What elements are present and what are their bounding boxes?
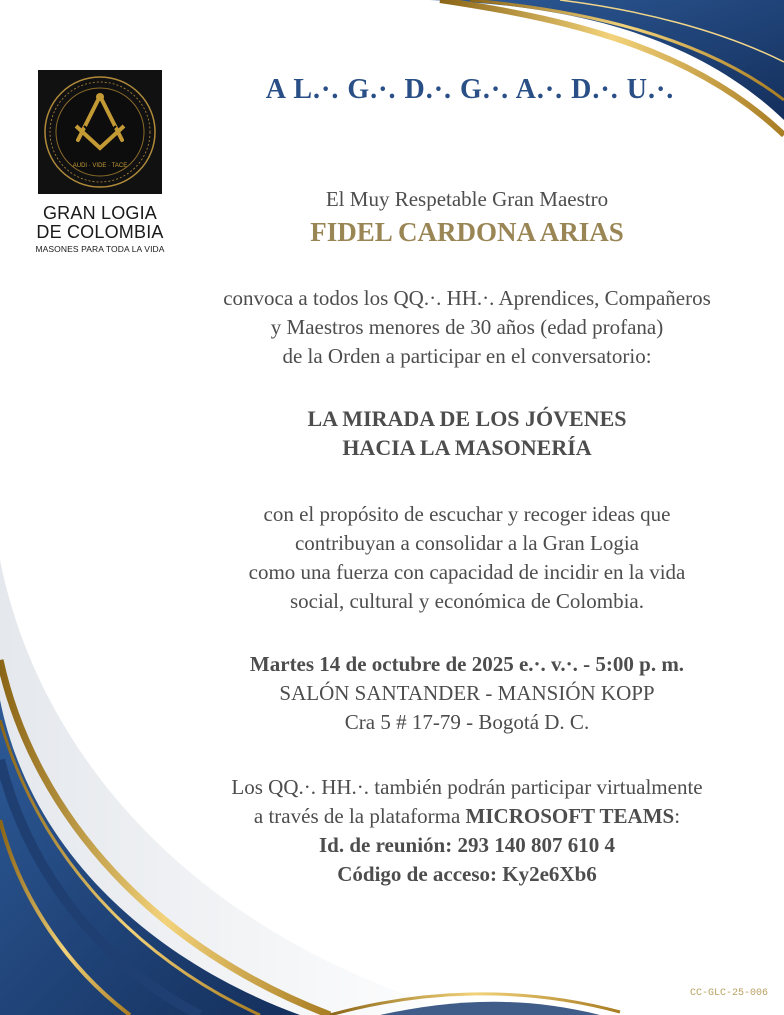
org-name-line2: DE COLOMBIA	[36, 222, 164, 242]
purpose-line: contribuyan a consolidar a la Gran Logia	[294, 531, 640, 555]
purpose-line: social, cultural y económica de Colombia.	[290, 589, 644, 613]
org-tagline: MASONES PARA TODA LA VIDA	[35, 244, 165, 254]
purpose-line: con el propósito de escuchar y recoger ideas que	[263, 502, 671, 526]
platform-name: MICROSOFT TEAMS	[465, 804, 675, 828]
topic-line: LA MIRADA DE LOS JÓVENES	[307, 406, 627, 431]
grand-master-title: El Muy Respetable Gran Maestro	[325, 187, 609, 211]
convocation-text	[140, 284, 784, 371]
access-code: Código de acceso: Ky2e6Xb6	[337, 862, 597, 886]
org-name-line1: GRAN LOGIA	[42, 203, 158, 223]
virtual-participation	[140, 773, 784, 889]
logo-motto: AUDI · VIDE · TACE	[72, 163, 128, 169]
event-details	[140, 650, 784, 737]
square-and-compass-emblem-icon	[38, 70, 162, 194]
intro-block	[140, 185, 784, 250]
event-date-time: Martes 14 de octubre de 2025 e.·. v.·. - 5:00 p. m.	[249, 652, 685, 676]
event-topic	[140, 404, 784, 462]
virtual-line2-prefix: a través de la plataforma	[253, 804, 466, 828]
invocation-heading: A L.·. G.·. D.·. G.·. A.·. D.·. U.·.	[265, 74, 675, 105]
meeting-id: Id. de reunión: 293 140 807 610 4	[319, 833, 615, 857]
event-address: Cra 5 # 17-79 - Bogotá D. C.	[344, 710, 590, 734]
event-venue: SALÓN SANTANDER - MANSIÓN KOPP	[279, 681, 655, 705]
topic-line: HACIA LA MASONERÍA	[342, 435, 592, 460]
purpose-text	[140, 500, 784, 616]
document-code: CC-GLC-25-006	[689, 988, 768, 999]
convocation-line: y Maestros menores de 30 años (edad profana)	[270, 315, 664, 339]
grand-master-name: FIDEL CARDONA ARIAS	[310, 217, 624, 247]
purpose-line: como una fuerza con capacidad de incidir en la vida	[248, 560, 686, 584]
convocation-line: de la Orden a participar en el conversatorio:	[282, 344, 652, 368]
convocation-line: convoca a todos los QQ.·. HH.·. Aprendices, Compañeros	[223, 286, 711, 310]
virtual-line1: Los QQ.·. HH.·. también podrán participar virtualmente	[231, 775, 703, 799]
virtual-line2	[140, 802, 784, 831]
virtual-line2-suffix: :	[674, 804, 681, 828]
